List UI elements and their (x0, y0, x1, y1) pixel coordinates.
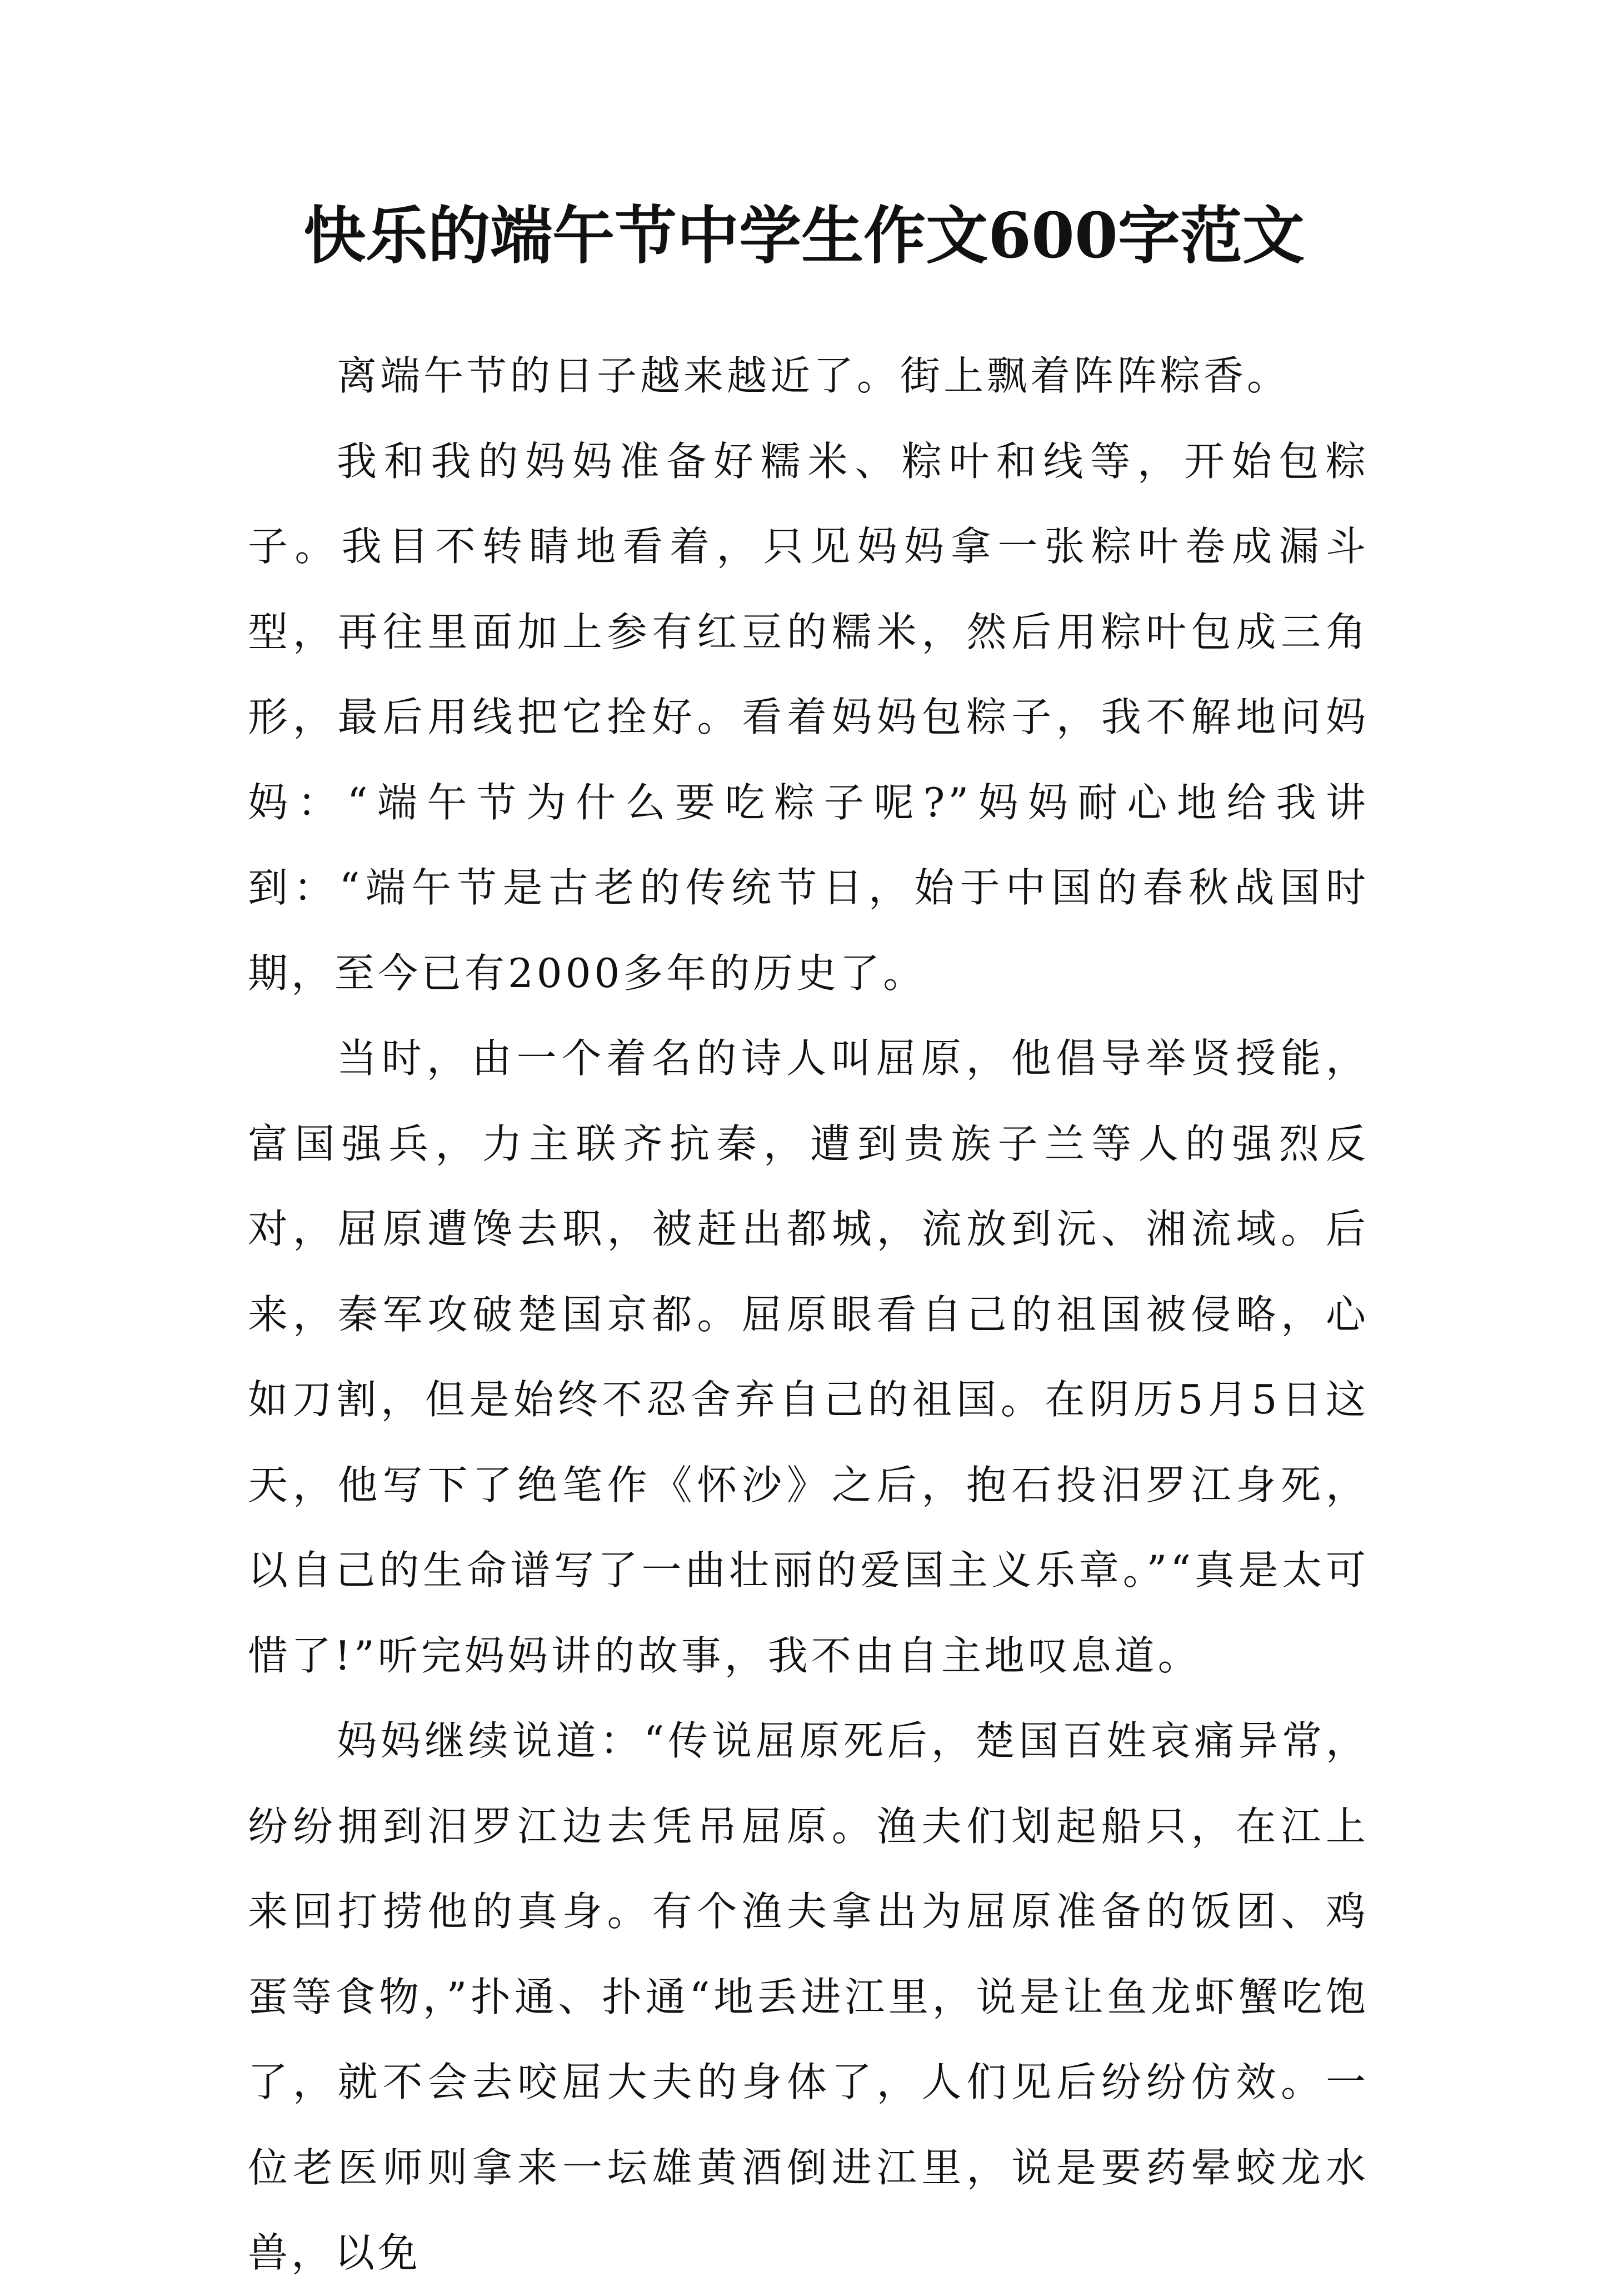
paragraph: 我和我的妈妈准备好糯米、粽叶和线等，开始包粽子。我目不转睛地看着，只见妈妈拿一张粽叶卷成漏斗型，再往里面加上参有红豆的糯米，然后用粽叶包成三角形，最后用线把它拴好。看着妈妈包粽子，我不解地问妈妈：“端午节为什么要吃粽子呢?”妈妈耐心地给我讲到：“端午节是古老的传统节日，始于中国的春秋战国时期，至今已有2000多年的历史了。 (248, 437, 1369, 997)
paragraph: 当时，由一个着名的诗人叫屈原，他倡导举贤授能，富国强兵，力主联齐抗秦，遭到贵族子兰等人的强烈反对，屈原遭馋去职，被赶出都城，流放到沅、湘流域。后来，秦军攻破楚国京都。屈原眼看自己的祖国被侵略，心如刀割，但是始终不忍舍弃自己的祖国。在阴历5月5日这天，他写下了绝笔作《怀沙》之后，抱石投汨罗江身死，以自己的生命谱写了一曲壮丽的爱国主义乐章。”“真是太可惜了!”听完妈妈讲的故事，我不由自主地叹息道。 (248, 1035, 1369, 1679)
document-title: 快乐的端午节中学生作文600字范文 (303, 200, 1305, 272)
document-body (248, 333, 1369, 2296)
paragraph: 妈妈继续说道：“传说屈原死后，楚国百姓哀痛异常，纷纷拥到汨罗江边去凭吊屈原。渔夫们划起船只，在江上来回打捞他的真身。有个渔夫拿出为屈原准备的饭团、鸡蛋等食物，”扑通、扑通“地丢进江里，说是让鱼龙虾蟹吃饱了，就不会去咬屈大夫的身体了，人们见后纷纷仿效。一位老医师则拿来一坛雄黄酒倒进江里，说是要药晕蛟龙水兽，以免 (248, 1717, 1369, 2276)
paragraph: 离端午节的日子越来越近了。街上飘着阵阵粽香。 (337, 352, 1291, 399)
